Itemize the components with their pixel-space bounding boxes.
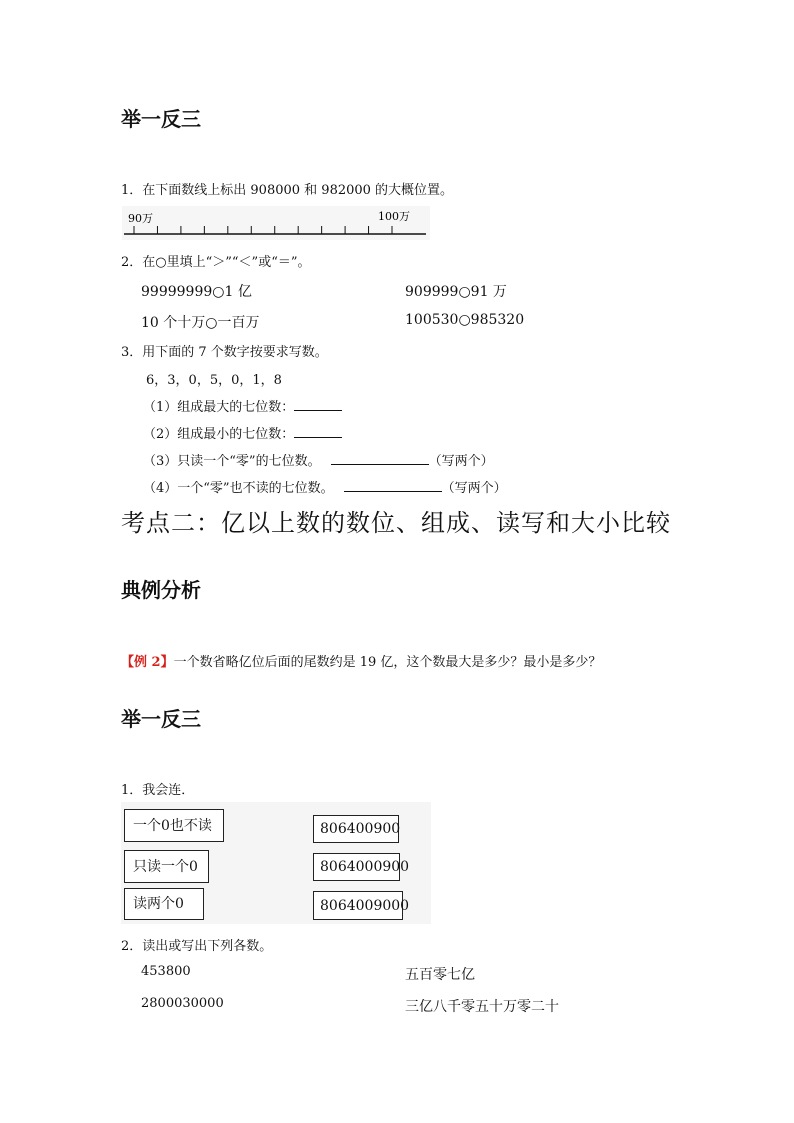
sub-question-2: [143, 423, 342, 442]
number-line-svg: [122, 206, 430, 240]
answer-blank-1[interactable]: [294, 398, 342, 411]
answer-blank-4[interactable]: [344, 479, 442, 492]
match-left-3[interactable]: 读两个0: [124, 888, 204, 920]
read-item-1: 453800: [141, 964, 191, 979]
compare-item-3: 10 个十万○一百万: [141, 315, 260, 331]
compare-item-1: 99999999○1 亿: [141, 284, 252, 300]
number-line-left-label: 90万: [128, 212, 153, 225]
example-2-text: 一个数省略亿位后面的尾数约是 19 亿，这个数最大是多少？最小是多少？: [173, 655, 602, 670]
sub-question-3: [143, 450, 494, 469]
read-item-3: 2800030000: [141, 996, 224, 1011]
sub-question-4-note: （写两个）: [441, 481, 507, 496]
question-1-text: 1．在下面数线上标出 908000 和 982000 的大概位置。: [121, 183, 454, 198]
number-line-ticks: [134, 226, 392, 234]
sub-question-4-label: （4）一个“零”也不读的七位数。: [143, 481, 334, 496]
section-heading-1: 举一反三: [121, 107, 201, 131]
sub-question-2-label: （2）组成最小的七位数：: [143, 427, 295, 442]
sub-question-3-note: （写两个）: [428, 454, 494, 469]
read-item-4: 三亿八千零五十万零二十: [405, 999, 559, 1015]
section-heading-2: 举一反三: [121, 707, 201, 731]
match-left-2[interactable]: 只读一个0: [124, 850, 209, 883]
read-question-text: 2．读出或写出下列各数。: [121, 939, 273, 954]
compare-item-2: 909999○91 万: [405, 284, 507, 300]
read-item-2: 五百零七亿: [405, 967, 475, 983]
match-left-1[interactable]: 一个0也不读: [124, 809, 224, 842]
answer-blank-3[interactable]: [331, 452, 429, 465]
sub-question-1: [143, 396, 342, 415]
match-right-3[interactable]: 8064009000: [313, 891, 403, 920]
example-2: [121, 651, 601, 670]
number-line-right-label: 100万: [378, 210, 410, 223]
sub-question-4: [143, 477, 507, 496]
match-right-1[interactable]: 806400900: [313, 815, 399, 843]
number-line-figure: [122, 206, 430, 240]
example-2-tag: 【例 2】: [121, 655, 174, 670]
question-2-text: 2．在○里填上“＞”“＜”或“＝”。: [121, 255, 311, 270]
sub-question-3-label: （3）只读一个“零”的七位数。: [143, 454, 321, 469]
match-right-2[interactable]: 8064000900: [313, 853, 400, 881]
analysis-heading: 典例分析: [121, 578, 201, 602]
question-3-text: 3．用下面的 7 个数字按要求写数。: [121, 345, 328, 360]
answer-blank-2[interactable]: [294, 425, 342, 438]
compare-item-4: 100530○985320: [405, 312, 525, 328]
match-question-text: 1．我会连．: [121, 783, 195, 798]
topic-2-title: 考点二：亿以上数的数位、组成、读写和大小比较: [121, 509, 671, 537]
digits-list: 6，3，0，5，0，1，8: [146, 373, 282, 388]
sub-question-1-label: （1）组成最大的七位数：: [143, 400, 295, 415]
